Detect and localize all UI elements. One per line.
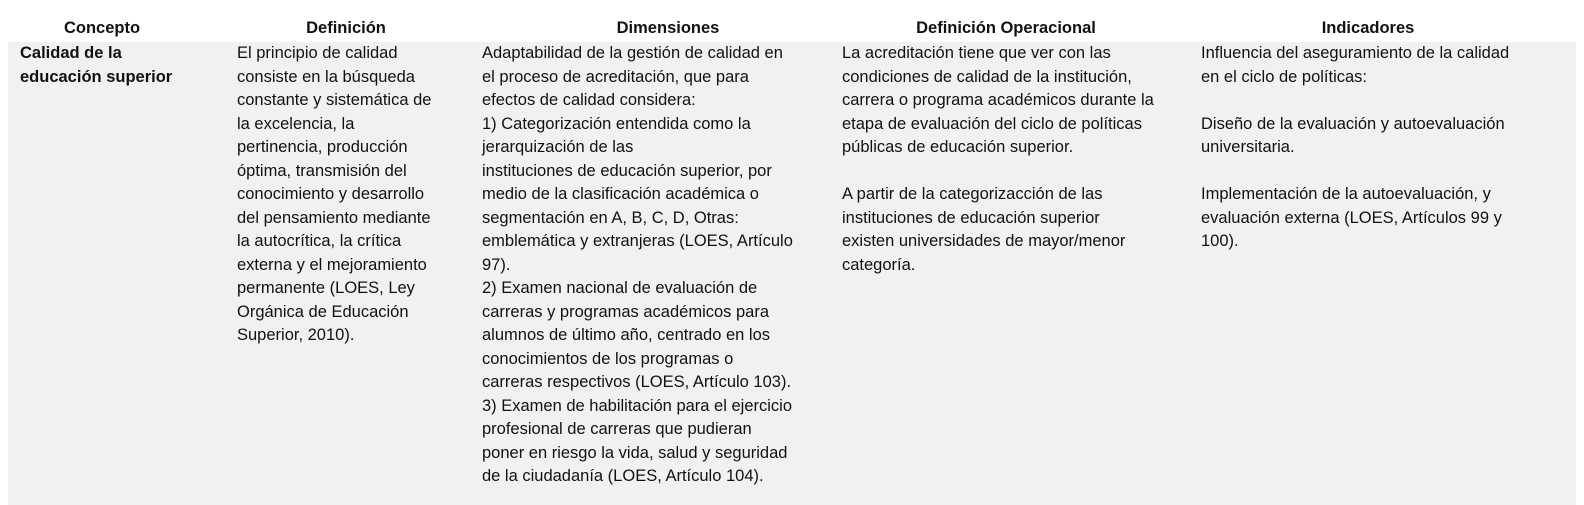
cell-text-line: Implementación de la autoevaluación, y bbox=[1201, 185, 1491, 203]
header-definicion: Definición bbox=[306, 19, 386, 37]
cell-text-line: la excelencia, la bbox=[237, 114, 355, 133]
cell-text-line: carrera o programa académicos durante la bbox=[842, 91, 1154, 109]
cell-text-line: el proceso de acreditación, que para bbox=[482, 67, 749, 86]
cell-text-line: conocimiento y desarrollo bbox=[237, 185, 425, 203]
header-definicion-operacional: Definición Operacional bbox=[916, 19, 1096, 37]
cell-text-line: El principio de calidad bbox=[237, 44, 398, 62]
cell-text-line: Orgánica de Educación bbox=[237, 302, 409, 321]
cell-text-line: pertinencia, producción bbox=[237, 138, 408, 156]
cell-text-line bbox=[1201, 160, 1561, 184]
header-dimensiones: Dimensiones bbox=[616, 19, 720, 37]
cell-definicion bbox=[237, 42, 467, 348]
cell-text-line: alumnos de último año, centrado en los bbox=[482, 326, 771, 344]
cell-text-line: conocimientos de los programas o bbox=[482, 349, 734, 368]
cell-text-line bbox=[842, 160, 1187, 184]
cell-text-line: del pensamiento mediante bbox=[237, 208, 431, 227]
cell-text-line: la autocrítica, la crítica bbox=[237, 232, 402, 250]
cell-text-line: segmentación en A, B, C, D, Otras: bbox=[482, 208, 739, 227]
cell-dimensiones bbox=[482, 42, 827, 489]
cell-text-line: Diseño de la evaluación y autoevaluación bbox=[1201, 114, 1505, 133]
cell-definicion-operacional bbox=[842, 42, 1187, 277]
cell-text-line: instituciones de educación superior, por bbox=[482, 161, 772, 180]
cell-text-line: de la ciudadanía (LOES, Artículo 104). bbox=[482, 467, 764, 485]
cell-text-line: A partir de la categorizacción de las bbox=[842, 185, 1103, 203]
cell-text-line: Adaptabilidad de la gestión de calidad en bbox=[482, 44, 783, 62]
cell-text-line: condiciones de calidad de la institución, bbox=[842, 67, 1132, 86]
cell-text-line: jerarquización de las bbox=[482, 138, 634, 156]
cell-text-line: en el ciclo de políticas: bbox=[1201, 67, 1368, 86]
cell-text-line: 1) Categorización entendida como la bbox=[482, 114, 751, 133]
cell-text-line: carreras respectivos (LOES, Artículo 103). bbox=[482, 373, 792, 391]
cell-text-line: 2) Examen nacional de evaluación de bbox=[482, 279, 758, 297]
cell-text-line: 97). bbox=[482, 255, 511, 274]
table-row bbox=[8, 42, 1576, 505]
cell-text-line: poner en riesgo la vida, salud y seguridad bbox=[482, 443, 788, 462]
cell-text-line: educación superior bbox=[20, 67, 173, 86]
cell-indicadores bbox=[1201, 42, 1561, 254]
cell-text-line: instituciones de educación superior bbox=[842, 208, 1100, 227]
cell-text-line: 100). bbox=[1201, 232, 1239, 250]
concept-table bbox=[8, 16, 1576, 485]
cell-text-line: Calidad de la bbox=[20, 44, 122, 62]
cell-text-line: externa y el mejoramiento bbox=[237, 255, 427, 274]
header-indicadores: Indicadores bbox=[1321, 19, 1415, 37]
cell-text-line: consiste en la búsqueda bbox=[237, 67, 415, 86]
cell-concepto bbox=[20, 42, 210, 89]
cell-text-line: permanente (LOES, Ley bbox=[237, 279, 415, 297]
cell-text-line: 3) Examen de habilitación para el ejercicio bbox=[482, 396, 793, 415]
cell-text-line: etapa de evaluación del ciclo de políticas bbox=[842, 114, 1142, 133]
header-concepto: Concepto bbox=[63, 19, 141, 37]
cell-text-line: carreras y programas académicos para bbox=[482, 302, 770, 321]
cell-text-line: medio de la clasificación académica o bbox=[482, 185, 759, 203]
cell-text-line: universitaria. bbox=[1201, 138, 1295, 156]
cell-text-line: evaluación externa (LOES, Artículos 99 y bbox=[1201, 208, 1502, 227]
cell-text-line: profesional de carreras que pudieran bbox=[482, 420, 752, 438]
cell-text-line: existen universidades de mayor/menor bbox=[842, 232, 1126, 250]
cell-text-line bbox=[1201, 89, 1561, 113]
cell-text-line: públicas de educación superior. bbox=[842, 138, 1074, 156]
cell-text-line: emblemática y extranjeras (LOES, Artículo bbox=[482, 232, 793, 250]
cell-text-line: La acreditación tiene que ver con las bbox=[842, 44, 1111, 62]
cell-text-line: Influencia del aseguramiento de la calidad bbox=[1201, 44, 1510, 62]
cell-text-line: categoría. bbox=[842, 255, 916, 274]
cell-text-line: óptima, transmisión del bbox=[237, 161, 407, 180]
cell-text-line: constante y sistemática de bbox=[237, 91, 432, 109]
table-header-row bbox=[8, 16, 1576, 42]
cell-text-line: Superior, 2010). bbox=[237, 326, 355, 344]
cell-text-line: efectos de calidad considera: bbox=[482, 91, 696, 109]
